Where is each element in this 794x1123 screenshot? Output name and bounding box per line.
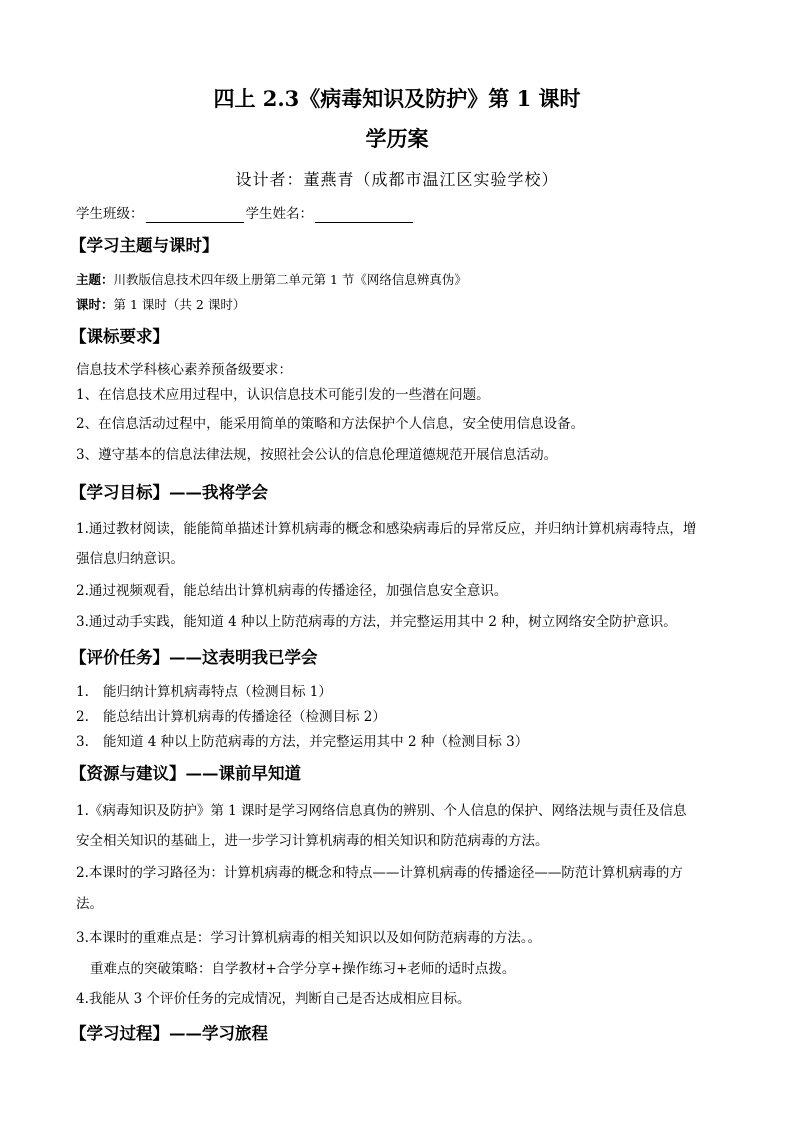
resource-line: 1.《病毒知识及防护》第 1 课时是学习网络信息真伪的辨别、个人信息的保护、网络法规与责任及信息: [76, 803, 687, 819]
standard-item: 1、在信息技术应用过程中，认识信息技术可能引发的一些潜在问题。: [76, 387, 490, 403]
resource-line: 安全相关知识的基础上，进一步学习计算机病毒的相关知识和防范病毒的方法。: [76, 833, 549, 849]
resource-line: 法。: [76, 896, 103, 912]
task-item: [76, 733, 528, 751]
task-item: [76, 683, 332, 701]
period-line: [76, 296, 245, 314]
theme-text: 川教版信息技术四年级上册第二单元第 1 节《网络信息辨真伪》: [113, 272, 467, 287]
task-number: 3.: [76, 734, 89, 750]
period-text: 第 1 课时（共 2 课时）: [113, 297, 246, 312]
theme-label: 主题：: [76, 272, 114, 287]
student-class-label: 学生班级：: [76, 206, 144, 222]
period-label: 课时：: [76, 297, 114, 312]
task-text: 能归纳计算机病毒特点（检测目标 1）: [103, 684, 332, 700]
document-subtitle: 学历案: [365, 126, 429, 151]
resource-line: 3.本课时的重难点是：学习计算机病毒的相关知识以及如何防范病毒的方法。。: [76, 930, 542, 946]
section-heading-tasks: 【评价任务】——这表明我已学会: [70, 648, 318, 667]
task-text: 能知道 4 种以上防范病毒的方法，并完整运用其中 2 种（检测目标 3）: [103, 734, 529, 750]
theme-line: [76, 271, 467, 289]
standard-item: 3、遵守基本的信息法律法规，按照社会公认的信息伦理道德规范开展信息活动。: [76, 447, 558, 463]
resource-line: 重难点的突破策略：自学教材+合学分享+操作练习+老师的适时点拨。: [90, 961, 516, 977]
goal-line: 强信息归纳意识。: [76, 551, 184, 567]
section-heading-resources: 【资源与建议】——课前早知道: [70, 764, 301, 783]
student-info-line: [76, 205, 415, 223]
document-title: 四上 2.3《病毒知识及防护》第 1 课时: [213, 86, 581, 111]
section-heading-standard: 【课标要求】: [70, 327, 169, 346]
goal-line: 1.通过教材阅读，能能简单描述计算机病毒的概念和感染病毒后的异常反应，并归纳计算机病毒特点，增: [76, 521, 697, 537]
task-text: 能总结出计算机病毒的传播途径（检测目标 2）: [103, 709, 386, 725]
standard-intro: 信息技术学科核心素养预备级要求：: [76, 362, 292, 378]
student-class-blank[interactable]: [146, 208, 244, 223]
section-heading-goals: 【学习目标】——我将学会: [70, 483, 268, 502]
task-number: 1.: [76, 684, 89, 700]
student-name-blank[interactable]: [315, 208, 413, 223]
goal-line: 3.通过动手实践，能知道 4 种以上防范病毒的方法，并完整运用其中 2 种，树立网络安全防护意识。: [76, 614, 677, 630]
resource-line: 2.本课时的学习路径为：计算机病毒的概念和特点——计算机病毒的传播途径——防范计算机病毒的方: [76, 865, 683, 881]
designer-line: 设计者：董燕青（成都市温江区实验学校）: [235, 170, 559, 189]
task-item: [76, 708, 386, 726]
section-heading-process: 【学习过程】——学习旅程: [70, 1024, 268, 1043]
standard-item: 2、在信息活动过程中，能采用简单的策略和方法保护个人信息，安全使用信息设备。: [76, 416, 585, 432]
section-heading-topic: 【学习主题与课时】: [70, 236, 219, 255]
student-name-label: 学生姓名：: [245, 206, 313, 222]
resource-line: 4.我能从 3 个评价任务的完成情况，判断自己是否达成相应目标。: [76, 991, 471, 1007]
goal-line: 2.通过视频观看，能总结出计算机病毒的传播途径，加强信息安全意识。: [76, 583, 508, 599]
task-number: 2.: [76, 709, 89, 725]
